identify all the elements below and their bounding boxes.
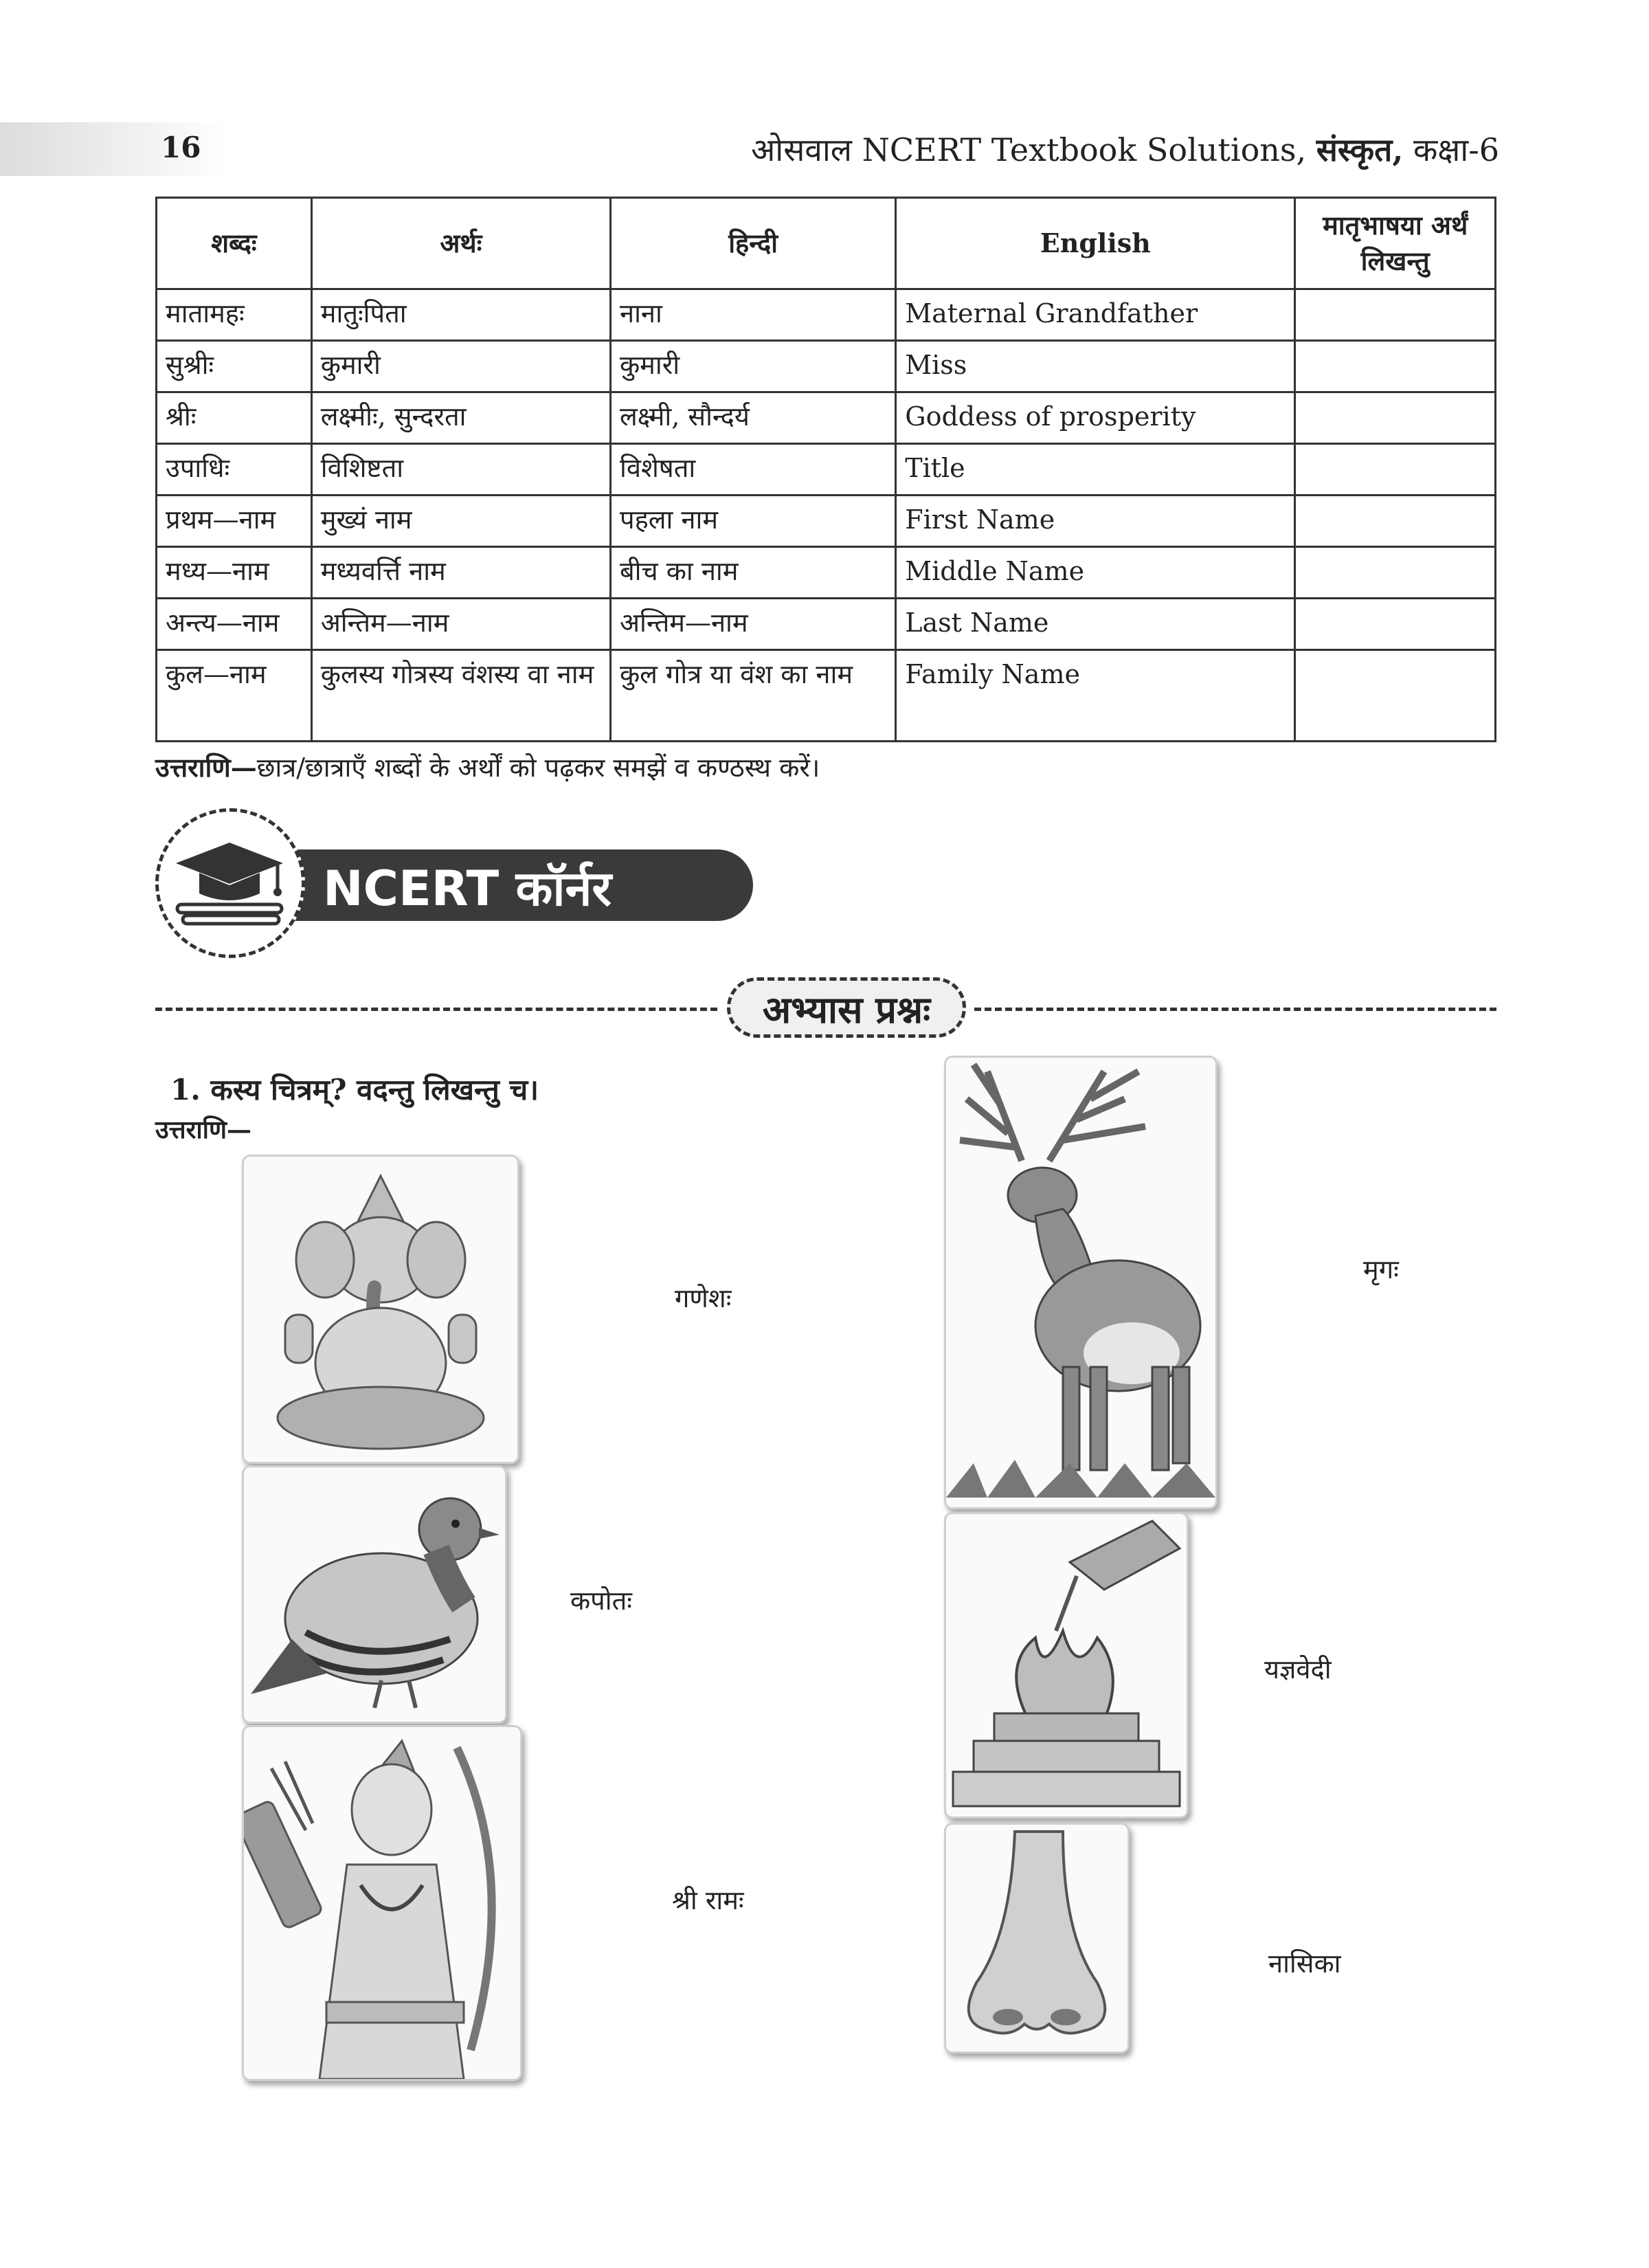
cell-word: अन्त्य—नाम bbox=[157, 599, 312, 650]
cell-word: मध्य—नाम bbox=[157, 547, 312, 599]
running-head bbox=[751, 128, 1499, 170]
divider-left bbox=[155, 1008, 717, 1011]
nose-illustration-icon bbox=[946, 1825, 1128, 2052]
cell-word: प्रथम—नाम bbox=[157, 496, 312, 547]
header-artha: अर्थः bbox=[311, 198, 610, 289]
answer-label: उत्तराणि— bbox=[155, 1115, 252, 1144]
cell-hindi: बीच का नाम bbox=[610, 547, 895, 599]
rama-illustration-icon bbox=[244, 1727, 520, 2079]
ganesha-card bbox=[242, 1155, 519, 1464]
cell-meaning: अन्तिम—नाम bbox=[311, 599, 610, 650]
caption-rama: श्री रामः bbox=[672, 1885, 744, 1915]
graduation-cap-books-icon bbox=[168, 830, 291, 933]
cell-hindi: नाना bbox=[610, 289, 895, 341]
cell-hindi: पहला नाम bbox=[610, 496, 895, 547]
table-row bbox=[157, 496, 1496, 547]
cell-meaning: कुमारी bbox=[311, 341, 610, 392]
cell-hindi: कुल गोत्र या वंश का नाम bbox=[610, 650, 895, 742]
cell-english: Maternal Grandfather bbox=[896, 289, 1295, 341]
cell-meaning: मुख्यं नाम bbox=[311, 496, 610, 547]
cell-hindi: विशेषता bbox=[610, 444, 895, 496]
cell-hindi: लक्ष्मी, सौन्दर्य bbox=[610, 392, 895, 444]
cell-mother-tongue bbox=[1295, 289, 1496, 341]
cell-meaning: लक्ष्मीः, सुन्दरता bbox=[311, 392, 610, 444]
cell-meaning: मातुःपिता bbox=[311, 289, 610, 341]
table-row bbox=[157, 392, 1496, 444]
caption-deer: मृगः bbox=[1363, 1254, 1399, 1285]
pigeon-card bbox=[242, 1465, 507, 1724]
cell-english: Miss bbox=[896, 341, 1295, 392]
ganesha-illustration-icon bbox=[244, 1157, 517, 1462]
cell-english: Goddess of prosperity bbox=[896, 392, 1295, 444]
cell-word: श्रीः bbox=[157, 392, 312, 444]
header-hindi: हिन्दी bbox=[610, 198, 895, 289]
cell-english: Title bbox=[896, 444, 1295, 496]
deer-card bbox=[944, 1056, 1218, 1509]
cell-mother-tongue bbox=[1295, 599, 1496, 650]
cell-meaning: विशिष्टता bbox=[311, 444, 610, 496]
cell-mother-tongue bbox=[1295, 547, 1496, 599]
page-number: 16 bbox=[161, 131, 201, 164]
caption-yajna-altar: यज्ञवेदी bbox=[1264, 1654, 1332, 1685]
header-shabd: शब्दः bbox=[157, 198, 312, 289]
table-row bbox=[157, 444, 1496, 496]
table-row bbox=[157, 650, 1496, 742]
cell-hindi: अन्तिम—नाम bbox=[610, 599, 895, 650]
cell-meaning: मध्यवर्त्ति नाम bbox=[311, 547, 610, 599]
cell-english: Last Name bbox=[896, 599, 1295, 650]
running-head-prefix: ओसवाल NCERT Textbook Solutions, bbox=[751, 131, 1316, 168]
table-row bbox=[157, 547, 1496, 599]
header-english: English bbox=[896, 198, 1295, 289]
caption-pigeon: कपोतः bbox=[570, 1586, 632, 1616]
cell-mother-tongue bbox=[1295, 341, 1496, 392]
caption-ganesha: गणेशः bbox=[675, 1283, 732, 1313]
vocabulary-table bbox=[155, 197, 1496, 742]
cell-english: Middle Name bbox=[896, 547, 1295, 599]
ncert-corner-title: NCERT कॉर्नर bbox=[323, 860, 612, 917]
nose-card bbox=[944, 1823, 1130, 2054]
cell-word: मातामहः bbox=[157, 289, 312, 341]
table-row bbox=[157, 341, 1496, 392]
answer-note-text: छात्र/छात्राएँ शब्दों के अर्थों को पढ़कर समझें व कण्ठस्थ करें। bbox=[256, 753, 820, 783]
table-row bbox=[157, 289, 1496, 341]
running-head-suffix: कक्षा-6 bbox=[1403, 131, 1499, 168]
table-row bbox=[157, 599, 1496, 650]
exercise-title: अभ्यास प्रश्नः bbox=[762, 988, 931, 1032]
yajna-altar-illustration-icon bbox=[946, 1514, 1187, 1816]
yajna-altar-card bbox=[944, 1512, 1189, 1819]
cell-meaning: कुलस्य गोत्रस्य वंशस्य वा नाम bbox=[311, 650, 610, 742]
cell-word: सुश्रीः bbox=[157, 341, 312, 392]
pigeon-illustration-icon bbox=[244, 1467, 505, 1722]
cell-mother-tongue bbox=[1295, 392, 1496, 444]
table-header-row bbox=[157, 198, 1496, 289]
divider-right bbox=[974, 1008, 1496, 1011]
cell-mother-tongue bbox=[1295, 650, 1496, 742]
cell-english: Family Name bbox=[896, 650, 1295, 742]
answer-note-label: उत्तराणि— bbox=[155, 752, 257, 783]
cell-word: कुल—नाम bbox=[157, 650, 312, 742]
deer-illustration-icon bbox=[946, 1058, 1215, 1507]
question-1: 1. कस्य चित्रम्? वदन्तु लिखन्तु च। bbox=[170, 1073, 539, 1107]
cell-mother-tongue bbox=[1295, 496, 1496, 547]
header-mother-tongue: मातृभाषया अर्थं लिखन्तु bbox=[1295, 198, 1496, 289]
rama-card bbox=[242, 1725, 522, 2081]
cell-hindi: कुमारी bbox=[610, 341, 895, 392]
cell-mother-tongue bbox=[1295, 444, 1496, 496]
caption-nose: नासिका bbox=[1268, 1948, 1341, 1979]
cell-word: उपाधिः bbox=[157, 444, 312, 496]
cell-english: First Name bbox=[896, 496, 1295, 547]
running-head-subject: संस्कृत, bbox=[1316, 131, 1404, 168]
answer-note bbox=[155, 749, 820, 785]
